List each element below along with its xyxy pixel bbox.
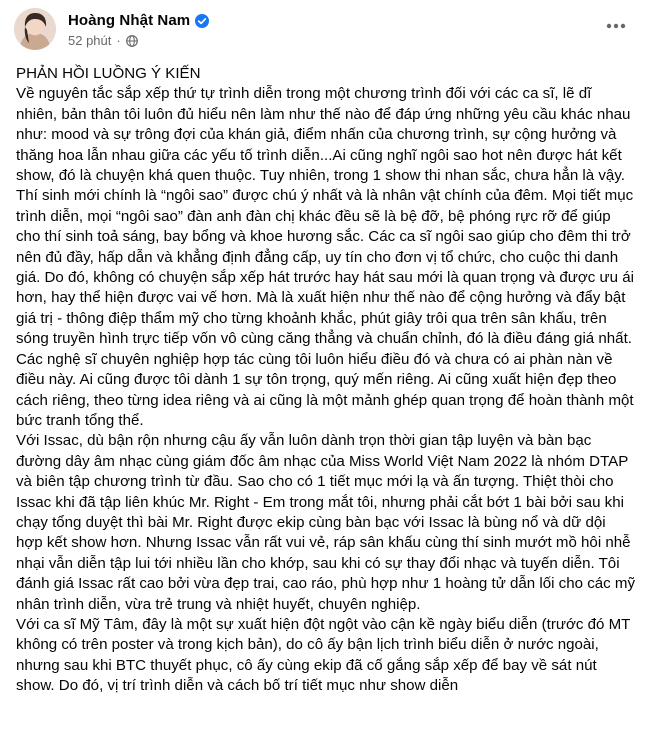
post-paragraph: Với Issac, dù bận rộn nhưng cậu ấy vẫn luôn dành trọn thời gian tập luyện và bàn bạc đường dây âm nhạc cùng giám đốc âm nhạc của Miss World Việt Nam 2022 là nhóm DTAP và biên tập chương trình từ đầu. Sao cho có 1 tiết mục mới lạ và ấn tượng. Thiệt thòi cho Issac khi đã tập liên khúc Mr. Right - Em trong mắt tôi, nhưng phải cắt bớt 1 bài bởi sau khi chạy tổng duyệt thì bài Mr. Right được ekip cùng bàn bạc với Issac là bùng nổ và dữ dội hợp kết show hơn. Nhưng Issac vẫn rất vui vẻ, ráp sân khấu cùng thí sinh mướt mồ hôi nhễ nhại vẫn diễn tập lui tới nhiều lần cho khớp, sau khi có sự thay đổi nhạc và tuyến diễn. Tôi đánh giá Issac rất cao bởi vừa đẹp trai, cao ráo, phù hợp như 1 hoàng tử dẫn lối cho các mỹ nhân trình diễn, vừa trẻ trung và nhiệt huyết, chuyên nghiệp. — [16, 432, 635, 613]
post-body — [16, 64, 636, 697]
post-meta — [68, 33, 138, 48]
post-heading: PHẢN HỒI LUỒNG Ý KIẾN — [16, 65, 201, 82]
avatar-image — [14, 8, 56, 50]
meta-separator: · — [116, 33, 121, 48]
author-name[interactable]: Hoàng Nhật Nam — [68, 12, 191, 29]
post-header — [14, 6, 634, 54]
avatar[interactable] — [14, 8, 56, 50]
more-options-icon — [606, 23, 626, 29]
more-options-button[interactable] — [598, 8, 634, 44]
post-paragraph: Về nguyên tắc sắp xếp thứ tự trình diễn trong một chương trình đối với các ca sĩ, lẽ dĩ nhiên, bản thân tôi luôn đủ hiểu nên làm như thế nào để đáp ứng những yêu cầu khác nhau như: mood và sự trông đợi của khán giả, điểm nhấn của chương trình, sự cộng hưởng và thăng hoa lẫn nhau giữa các yếu tố trình diễn...Ai cũng nghĩ ngôi sao hot nên được hát kết show, đó là chuyện khá quen thuộc. Tuy nhiên, trong 1 show thi nhan sắc, chưa hẳn là vậy. Thí sinh mới chính là “ngôi sao” được chú ý nhất và là nhân vật chính của đêm. Mọi tiết mục trình diễn, mọi “ngôi sao” đàn anh đàn chị khác đều sẽ là bệ đỡ, bệ phóng rực rỡ để giúp cho thí sinh toả sáng, bay bổng và khoe hương sắc. Các ca sĩ ngôi sao giúp cho đêm thi trở nên đủ đầy, hấp dẫn và khẳng định đẳng cấp, uy tín cho đơn vị tổ chức, cho cuộc thi danh giá. Do đó, không có chuyện sắp xếp hát trước hay hát sau mới là quan trọng và được ưu ái hơn, hay thể hiện được vai vế hơn. Mà là xuất hiện như thế nào để cộng hưởng và đẩy bật giá trị - thông điệp thẩm mỹ cho từng khoảnh khắc, phút giây trôi qua trên sân khấu, trên sóng truyền hình trực tiếp vốn vô cùng căng thẳng và chuẩn chỉnh, đó là điều đáng giá nhất. Các nghệ sĩ chuyên nghiệp hợp tác cùng tôi luôn hiểu điều đó và chưa có ai phàn nàn về điều này. Ai cũng được tôi dành 1 sự tôn trọng, quý mến riêng. Ai cũng xuất hiện đẹp theo cách riêng, theo từng idea riêng và ai cũng là một mảnh ghép quan trọng để hoàn thành một bức tranh tổng thể. — [16, 85, 634, 429]
author-row — [68, 12, 209, 29]
verified-badge-icon — [195, 14, 209, 28]
globe-icon[interactable] — [126, 35, 138, 47]
post-timestamp[interactable]: 52 phút — [68, 33, 112, 48]
post-paragraph: Với ca sĩ Mỹ Tâm, đây là một sự xuất hiện đột ngột vào cận kề ngày biểu diễn (trước đó MT không có trên poster và trong kịch bản), do cô ấy bận lịch trình biểu diễn ở nước ngoài, nhưng sau khi BTC thuyết phục, cô ấy cùng ekip đã cố gắng sắp xếp để bay về sát nút show. Do đó, vị trí trình diễn và cách bố trí tiết mục như show diễn — [16, 615, 631, 695]
